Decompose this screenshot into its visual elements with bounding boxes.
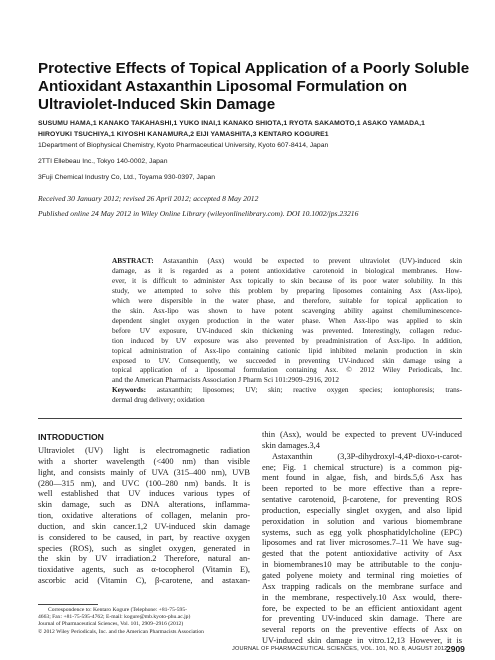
body-line: production, especially singlet oxygen, and also lipid (262, 505, 462, 515)
running-footer: JOURNAL OF PHARMACEUTICAL SCIENCES, VOL. 101, NO. 8, AUGUST 2012 (232, 646, 448, 652)
body-column-right (262, 430, 462, 647)
correspondence-line: 4663; Fax: +81-75-595-4762; E-mail: kogure@mb.kyoto-phu.ac.jp) (38, 614, 191, 621)
body-line: peroxidation in solution and various biomembrane (262, 516, 462, 526)
body-line: is considered to be caused, in part, by reactive oxygen (38, 532, 250, 542)
body-line: Asx trapping radicals on the membrane surface and (262, 581, 462, 591)
copyright-line: © 2012 Wiley Periodicals, Inc. and the American Pharmacists Association (38, 628, 204, 635)
body-line: ene; Fig. 1 chemical structure) is a common pig- (262, 462, 462, 472)
body-line: been reported to be more effective than a repre- (262, 484, 462, 494)
body-line: the skin by UV irradiation.2 Therefore, natural an- (38, 554, 250, 564)
footnotes (38, 607, 253, 636)
keywords-first-line (112, 385, 462, 395)
abstract-line: topical administration of Asx-lipo containing cationic lipid inhibited melanin production in skin (112, 345, 462, 355)
body-line: light, and consists mainly of UVA (315–400 nm), UVB (38, 467, 250, 477)
body-line: well established that UV induces various types of (38, 489, 250, 499)
abstract-line: which were dispersible in the water phase, and therefore, suitable for topical application to (112, 295, 462, 305)
abstract (112, 256, 462, 405)
title-line: Antioxidant Astaxanthin Liposomal Formulation on (38, 78, 408, 95)
body-line: for preventing UV-induced skin damage. There are (262, 614, 462, 624)
publication-info: Published online 24 May 2012 in Wiley Online Library (wileyonlinelibrary.com). DOI 10.1002/jps.23216 (38, 209, 359, 218)
page-number: 2909 (446, 644, 465, 654)
abstract-line: and the American Pharmacists Association J Pharm Sci 101:2909–2916, 2012 (112, 375, 339, 385)
body-line: UV-induced skin damage in vitro.12,13 However, it is (262, 636, 462, 646)
body-line: ascorbic acid (Vitamin C), β-carotene, and astaxan- (38, 576, 250, 586)
abstract-line: study, we attempted to solve this problem by preparing liposomes containing Asx (Asx-lipo), (112, 285, 462, 295)
body-line: several reports on the preventive effects of Asx on (262, 625, 462, 635)
affiliation-3: 3Fuji Chemical Industry Co, Ltd., Toyama 930-0397, Japan (38, 174, 216, 181)
body-line: systems, such as egg yolk phosphatidylcholine (EPC) (262, 527, 462, 537)
abstract-label: ABSTRACT: (112, 256, 154, 265)
footnote-divider (38, 604, 98, 605)
correspondence-line: Correspondence to: Kentaro Kogure (Telephone: +81-75-595- (48, 607, 187, 613)
citation-line: Journal of Pharmaceutical Sciences, Vol. 101, 2909–2916 (2012) (38, 621, 184, 628)
abstract-line: dependent singlet oxygen production in the water phase. When Asx-lipo was applied to skin (112, 315, 462, 325)
affiliation-1: 1Department of Biophysical Chemistry, Kyoto Pharmaceutical University, Kyoto 607-8414, Japan (38, 142, 329, 149)
section-heading-introduction: INTRODUCTION (38, 432, 104, 442)
body-line: thin (Asx), would be expected to prevent UV-induced (262, 430, 462, 439)
title-line: Ultraviolet-Induced Skin Damage (38, 96, 276, 113)
abstract-line: the skin. Asx-lipo was shown to have potent scavenging ability against chemiluminescence- (112, 305, 462, 315)
body-line: duction, and skin cancer.1,2 UV-induced skin damage (38, 521, 250, 531)
body-line: Astaxanthin (3,3P-dihydroxyl-4,4P-dioxo-ι-carot- (272, 451, 462, 461)
title-line: Protective Effects of Topical Application of a Poorly Soluble (38, 60, 470, 77)
abstract-line: exposed to UV. Consequently, we succeeded in preventing UV-induced skin damage using a (112, 355, 462, 365)
body-line: tion, oxidative alterations of collagen, melanin pro- (38, 511, 250, 521)
body-line: in biomembranes10 may be attributable to the conju- (262, 560, 462, 570)
abstract-line: tion induced by UV exposure was also prevented by preadministration of Asx-lipo. In addition, (112, 335, 462, 345)
abstract-line: before UV exposure, UV-induced skin thickening was prevented. Interestingly, collagen reduc- (112, 325, 462, 335)
body-line: skin damages.3,4 (262, 440, 320, 450)
body-line: sentative carotenoid, β-carotene, for preventing ROS (262, 495, 462, 505)
body-line: skin damage, such as DNA alterations, inflamma- (38, 500, 250, 510)
author-list (38, 118, 468, 140)
body-line: gated polyene moiety and terminal ring moieties of (262, 570, 462, 580)
body-line: liposomes and rat liver microsomes.7–11 We have sug- (262, 538, 462, 548)
abstract-line: ever, it is difficult to administer Asx topically to skin because of its poor water solubility. In this (112, 275, 462, 285)
keywords-label: Keywords: (112, 385, 147, 395)
body-line: Ultraviolet (UV) light is electromagnetic radiation (38, 446, 250, 455)
abstract-first-line (112, 256, 462, 266)
body-column-left (38, 446, 250, 587)
body-line: in the membrane, respectively.10 Asx would, there- (262, 592, 462, 602)
abstract-line: damage, as it is regarded as a potent antioxidative carotenoid in biological membranes. How- (112, 265, 462, 275)
body-line: species (ROS), such as singlet oxygen, generated in (38, 543, 250, 553)
article-title (38, 60, 470, 114)
abstract-text: Astaxanthin (Asx) would be expected to prevent ultraviolet (UV)-induced skin (162, 256, 463, 265)
section-divider (38, 418, 462, 419)
keywords-line: dermal drug delivery; oxidation (112, 395, 205, 405)
body-line: tioxidative agents, such as α-tocopherol (Vitamin E), (38, 565, 250, 575)
body-line: fore, be expected to be an efficient antioxidant agent (262, 603, 462, 613)
body-line: ment found in algae, fish, and birds.5,6 Asx has (262, 473, 462, 483)
authors-line: HIROYUKI TSUCHIYA,1 KIYOSHI KANAMURA,2 EIJI YAMASHITA,3 KENTARO KOGURE1 (38, 131, 329, 138)
authors-line: SUSUMU HAMA,1 KANAKO TAKAHASHI,1 YUKO INAI,1 KANAKO SHIOTA,1 RYOTA SAKAMOTO,1 ASAKO YAMADA,1 (38, 120, 425, 127)
received-dates: Received 30 January 2012; revised 26 April 2012; accepted 8 May 2012 (38, 194, 259, 203)
body-line: gested that the potent antioxidative activity of Asx (262, 549, 462, 559)
body-line: with a shorter wavelength (<400 nm) than visible (38, 456, 250, 466)
body-line: (280—315 nm), and UVC (100–280 nm) bands. It is (38, 478, 250, 488)
keywords-text: astaxanthin; liposomes; UV; skin; reactive oxygen species; iontophoresis; trans- (156, 385, 462, 395)
abstract-line: topical application of a liposomal formulation containing Asx. © 2012 Wiley Periodicals, Inc. (112, 365, 462, 375)
affiliation-2: 2TTI Ellebeau Inc., Tokyo 140-0002, Japan (38, 158, 168, 165)
